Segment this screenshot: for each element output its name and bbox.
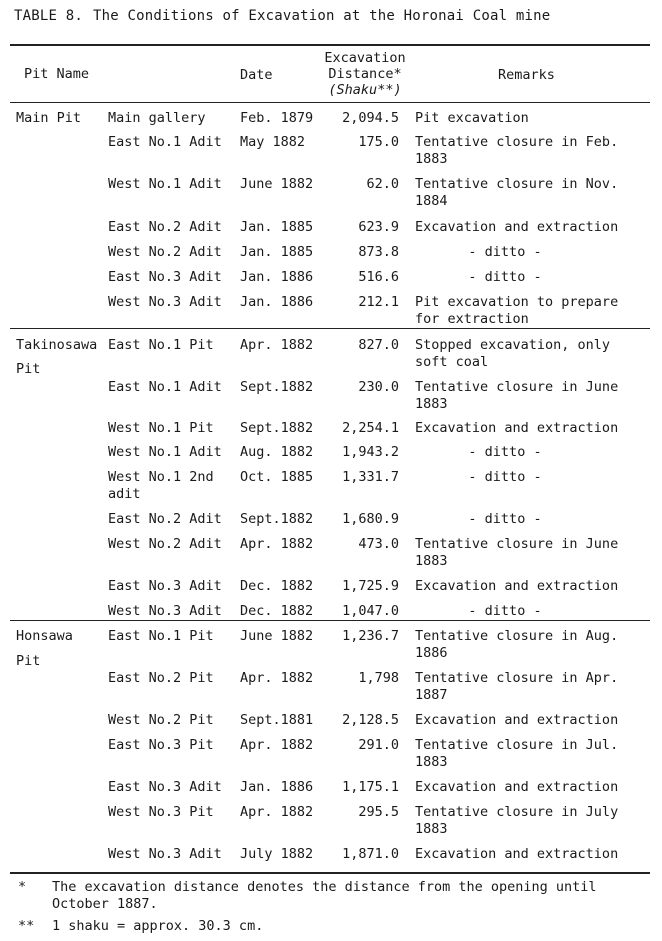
site-name: West No.1 Pit [108, 420, 214, 436]
date: July 1882 [240, 846, 314, 862]
distance: 623.9 [358, 219, 399, 235]
distance: 2,128.5 [342, 712, 399, 728]
site-name: East No.1 Adit [108, 379, 222, 395]
group-rule [10, 620, 650, 621]
site-name: East No.1 Adit [108, 134, 222, 150]
distance: 1,798 [358, 670, 399, 686]
remarks: - ditto - [468, 244, 542, 260]
distance: 230.0 [358, 379, 399, 395]
distance: 2,254.1 [342, 420, 399, 436]
remarks: Tentative closure in Nov. 1884 [415, 176, 619, 209]
date: Sept.1881 [240, 712, 314, 728]
date: Oct. 1885 [240, 469, 314, 485]
distance: 873.8 [358, 244, 399, 260]
date: Dec. 1882 [240, 578, 314, 594]
date: Apr. 1882 [240, 670, 314, 686]
footnote-2-text: 1 shaku = approx. 30.3 cm. [52, 918, 264, 934]
header-distance-line2: Distance* [328, 66, 402, 82]
footnote-1-text: The excavation distance denotes the distance from the opening until October 1887. [52, 879, 597, 912]
group-rule [10, 328, 650, 329]
site-name: East No.3 Adit [108, 779, 222, 795]
date: Dec. 1882 [240, 603, 314, 619]
site-name: West No.1 Adit [108, 176, 222, 192]
date: Sept.1882 [240, 379, 314, 395]
site-name: East No.2 Adit [108, 511, 222, 527]
date: Jan. 1886 [240, 294, 314, 310]
site-name: East No.3 Adit [108, 578, 222, 594]
distance: 295.5 [358, 804, 399, 820]
remarks: Excavation and extraction [415, 779, 619, 795]
date: Apr. 1882 [240, 804, 314, 820]
remarks: Excavation and extraction [415, 219, 619, 235]
remarks: Excavation and extraction [415, 420, 619, 436]
footnote-1 [18, 879, 597, 912]
distance: 1,331.7 [342, 469, 399, 485]
site-name: East No.1 Pit [108, 337, 214, 353]
remarks: Tentative closure in June 1883 [415, 536, 619, 569]
date: Jan. 1886 [240, 779, 314, 795]
site-name: East No.2 Adit [108, 219, 222, 235]
remarks: - ditto - [468, 603, 542, 619]
remarks: - ditto - [468, 511, 542, 527]
header-distance-line3: (Shaku**) [328, 82, 402, 98]
date: June 1882 [240, 176, 314, 192]
site-name: West No.3 Pit [108, 804, 214, 820]
remarks: - ditto - [468, 269, 542, 285]
footnote-1-mark: * [18, 879, 27, 895]
remarks: Tentative closure in Apr. 1887 [415, 670, 619, 703]
site-name: East No.1 Pit [108, 628, 214, 644]
site-name: West No.1 Adit [108, 444, 222, 460]
header-distance-line1: Excavation [324, 50, 406, 66]
date: Aug. 1882 [240, 444, 314, 460]
header-pit-name: Pit Name [24, 66, 90, 82]
distance: 516.6 [358, 269, 399, 285]
date: Apr. 1882 [240, 337, 314, 353]
top-rule [10, 44, 650, 46]
remarks: - ditto - [468, 444, 542, 460]
site-name: East No.3 Adit [108, 269, 222, 285]
remarks: - ditto - [468, 469, 542, 485]
pit-name: Takinosawa [16, 337, 98, 353]
date: June 1882 [240, 628, 314, 644]
distance: 827.0 [358, 337, 399, 353]
pit-name-cont: Pit [16, 653, 41, 669]
distance: 1,175.1 [342, 779, 399, 795]
site-name: East No.3 Pit [108, 737, 214, 753]
table-title [14, 8, 550, 24]
distance: 62.0 [366, 176, 399, 192]
remarks: Pit excavation [415, 110, 529, 126]
distance: 1,680.9 [342, 511, 399, 527]
header-remarks: Remarks [498, 67, 555, 83]
remarks: Excavation and extraction [415, 846, 619, 862]
site-name: East No.2 Pit [108, 670, 214, 686]
date: Apr. 1882 [240, 536, 314, 552]
distance: 1,871.0 [342, 846, 399, 862]
header-rule [10, 102, 650, 103]
site-name: West No.3 Adit [108, 294, 222, 310]
date: Feb. 1879 [240, 110, 314, 126]
distance: 212.1 [358, 294, 399, 310]
distance: 175.0 [358, 134, 399, 150]
distance: 2,094.5 [342, 110, 399, 126]
footnote-2 [18, 918, 264, 935]
header-date: Date [240, 67, 273, 83]
remarks: Tentative closure in June 1883 [415, 379, 619, 412]
remarks: Excavation and extraction [415, 578, 619, 594]
site-name: West No.1 2nd adit [108, 469, 214, 502]
pit-name-cont: Pit [16, 361, 41, 377]
date: Jan. 1886 [240, 269, 314, 285]
date: Jan. 1885 [240, 244, 314, 260]
bottom-rule [10, 872, 650, 874]
site-name: West No.3 Adit [108, 603, 222, 619]
remarks: Pit excavation to prepare for extraction [415, 294, 619, 327]
distance: 1,943.2 [342, 444, 399, 460]
pit-name: Main Pit [16, 110, 82, 126]
date: May 1882 [240, 134, 306, 150]
remarks: Tentative closure in July 1883 [415, 804, 619, 837]
site-name: West No.2 Adit [108, 244, 222, 260]
table-caption: The Conditions of Excavation at the Horonai Coal mine [93, 8, 551, 24]
remarks: Stopped excavation, only soft coal [415, 337, 611, 370]
site-name: West No.3 Adit [108, 846, 222, 862]
site-name: Main gallery [108, 110, 206, 126]
footnote-2-mark: ** [18, 918, 35, 934]
site-name: West No.2 Pit [108, 712, 214, 728]
distance: 291.0 [358, 737, 399, 753]
date: Sept.1882 [240, 511, 314, 527]
date: Apr. 1882 [240, 737, 314, 753]
date: Sept.1882 [240, 420, 314, 436]
distance: 1,236.7 [342, 628, 399, 644]
remarks: Tentative closure in Feb. 1883 [415, 134, 619, 167]
distance: 473.0 [358, 536, 399, 552]
distance: 1,725.9 [342, 578, 399, 594]
remarks: Excavation and extraction [415, 712, 619, 728]
pit-name: Honsawa [16, 628, 73, 644]
distance: 1,047.0 [342, 603, 399, 619]
site-name: West No.2 Adit [108, 536, 222, 552]
remarks: Tentative closure in Jul. 1883 [415, 737, 619, 770]
remarks: Tentative closure in Aug. 1886 [415, 628, 619, 661]
date: Jan. 1885 [240, 219, 314, 235]
table-number: TABLE 8. [14, 8, 84, 24]
